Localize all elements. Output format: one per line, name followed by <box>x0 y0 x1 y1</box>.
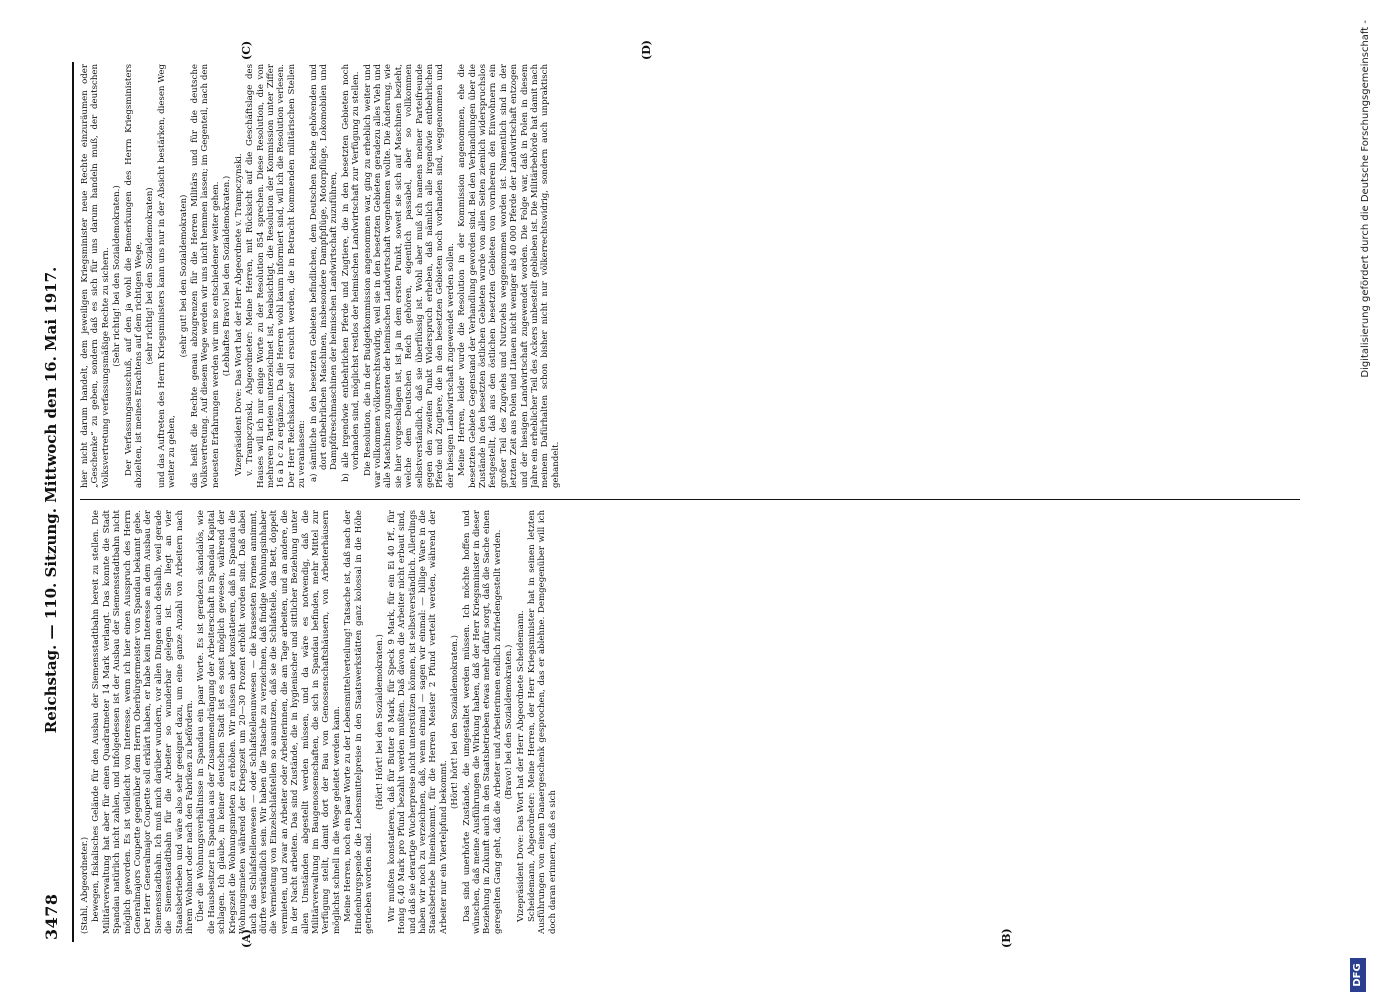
paragraph: Meine Herren, leider wurde die Resolution in der Kommission angenommen, ehe die besetzten Gebiete Gegenstand der Verhandlung geworden sind. Bei den Verhandlungen über die Zustände in den besetzten östlichen Gebieten wurde von allen Seiten ziemlich widerspruchslos festgestellt, daß aus den östlichen besetzten Gebieten von vornherein den Einwohnern ein großer Teil des Zugviehs und Nutzviehs weggenommen worden ist. Namentlich sind in der letzten Zeit aus Polen und Litauen nicht weniger als 40 000 Pferde der Landwirtschaft entzogen und der hiesigen Landwirtschaft zugewendet worden. Die Folge war, daß in Polen in diesem Jahre ein erheblicher Teil des Ackers unbestellt geblieben ist. Die Militärbehörde hat damit nach meinem Dafürhalten schon bisher nicht nur völkerrechtswidrig, sondern auch unpraktisch gehandelt. <box>457 64 561 488</box>
interjection: (Sehr richtig! bei den Sozialdemokraten.) <box>112 185 123 367</box>
page-number: 3478 <box>42 893 61 940</box>
page-header <box>38 0 70 1000</box>
resolution-list <box>309 64 362 488</box>
margin-mark-d: (D) <box>640 40 653 60</box>
paragraph: Vizepräsident Dove: Das Wort hat der Herr Abgeordnete v. Trampczynski. <box>233 153 244 476</box>
margin-mark-a: (A) <box>240 929 253 948</box>
paragraph: Die Resolution, die in der Budgetkommission angenommen war, ging zu erheblich weiter und war vollkommen völkerrechtswidrig, weil sie in den besetzten Gebieten geradezu alles Vieh und alle Maschinen zugunsten der heimischen Landwirtschaft wegnehmen wollte. Die Änderung, wie sie hier vorgeschlagen ist, ist ja in dem ersten Punkt, soweit sie sich auf Maschinen bezieht, welche dem Deutschen Reich gehören, eigentlich passabel, aber so vollkommen selbstverständlich, daß sie überflüssig ist. Wohl aber muß ich namens meiner Parteifreunde gegen den zweiten Punkt Widerspruch erheben, daß nämlich alle irgendwie entbehrlichen Pferde und Zugtiere, die in den besetzten Gebieten noch vorhanden sind, weggenommen und der hiesigen Landwirtschaft zugewendet werden sollen. <box>362 64 456 488</box>
paragraph: Wir mußten konstatieren, daß für Butter 8 Mark, für Speck 9 Mark, für ein Ei 40 Pf., für Honig 6,40 Mark pro Pfund bezahlt werden mußten. Daß davon die Arbeiter nicht erbaut sind, und daß sie derartige Wucherpreise nicht unterstützen können, ist selbstverständlich. Allerdings haben wir noch zu verzeichnen, daß, wenn einmal — sagen wir einmal: — billige Ware in die Staatsbetriebe hineinkommt, für die Herren Meister 2 Pfund verteilt werden, während der Arbeiter nur ein Viertelpfund bekommt. <box>386 510 449 934</box>
left-column <box>80 510 1320 934</box>
list-item: b) alle irgendwie entbehrlichen Pferde und Zugtiere, die in den besetzten Gebieten noch vorhanden sind, möglichst restlos der heimischen Landwirtschaft zur Verfügung zu stellen. <box>340 64 362 482</box>
running-title: Reichstag. — 110. Sitzung. Mittwoch den 16. Mai 1917. <box>42 266 60 734</box>
paragraph: Meine Herren, noch ein paar Worte zu der Lebensmittelverteilung! Tatsache ist, daß nach der Hindenburgspende die Lebensmittelpreise in den Staatswerkstätten ganz kolossal in die Höhe getrieben worden sind. <box>343 510 374 934</box>
paragraph: v. Trampczynski, Abgeordneter: Meine Herren, mit Rücksicht auf die Geschäftslage des Hauses will ich nur einige Worte zu der Resolution 854 sprechen. Diese Resolution, die von mehreren Parteien unterzeichnet ist, beabsichtigt, die Resolution der Kommission unter Ziffer 16 a b c zu ergänzen. Da die Herren wohl kaum informiert sind, will ich die Resolution verlesen. Der Herr Reichskanzler soll ersucht werden, die in Betracht kommenden militärischen Stellen zu veranlassen: <box>245 64 308 488</box>
paragraph: Vizepräsident Dove: Das Wort hat der Herr Abgeordnete Scheidemann. <box>515 610 526 922</box>
right-column <box>80 64 1320 488</box>
interjection: (Hört! Hört! bei den Sozialdemokraten.) <box>375 634 386 810</box>
margin-mark-c: (C) <box>240 40 253 60</box>
column-divider <box>80 499 1300 500</box>
interjection: (Hört! hört! bei den Sozialdemokraten.) <box>450 635 461 809</box>
paragraph: hier nicht darum handelt, dem jeweiligen Kriegsminister neue Rechte einzuräumen oder „Geschenke“ zu geben, sondern daß es sich für uns darum handeln muß, der deutschen Volksvertretung verfassungsmäßige Rechte zu sichern. <box>80 64 111 488</box>
paragraph: und das Auftreten des Herrn Kriegsministers kann uns nur in der Absicht bestärken, diesen Weg weiter zu gehen, <box>156 64 178 488</box>
margin-mark-b: (B) <box>1000 928 1013 948</box>
paragraph: Über die Wohnungsverhältnisse in Spandau ein paar Worte. Es ist geradezu skandalös, wie die Hausbesitzer in Spandau aus der Zusammendrängung der Arbeiterschaft in Spandau Kapital schlagen. Ich glaube, in keiner deutschen Stadt ist es sonst möglich gewesen, während der Kriegszeit die Wohnungsmieten zu erhöhen. Wir müssen aber konstatieren, daß in Spandau die Wohnungsmieten während der Kriegszeit um 20—30 Prozent erhöht worden sind. Daß dabei auch das Schlafstellenwesen — oder Schlafstellenunwesen — die krassesten Formen annimmt, dürfte verständlich sein. Wir haben die Tatsache zu verzeichnen, daß findige Wohnungsinhaber die Vermietung von Einzelschlafstellen so ausnutzen, daß sie die Schlafstelle, das Bett, doppelt vermieten, und zwar an Arbeiter oder Arbeiterinnen, die am Tage arbeiten, und an andere, die in der Nacht arbeiten. Das sind Zustände, die in hygienischer und sittlicher Beziehung unter allen Umständen abgestellt werden müssen, und da wäre es notwendig, daß die Militärverwaltung im Baugenossenschaften, die sich in Spandau befinden, mehr Mittel zur Verfügung stellt, damit dort der Bau von Genossenschaftshäusern, von Arbeiterhäusern möglichst schnell in die Wege geleitet werden kann. <box>196 510 342 934</box>
paragraph: Scheidemann, Abgeordneter: Meine Herren, der Herr Kriegsminister hat in seinen letzten Ausführungen von einem Danaergeschenk gesprochen, das er ablehne. Demgegenüber will ich doch daran erinnern, daß es sich <box>527 510 558 934</box>
interjection: (sehr gut! bei den Sozialdemokraten) <box>178 194 189 358</box>
paragraph: bewegen, fiskalisches Gelände für den Ausbau der Siemensstadtbahn bereit zu stellen. Die Militärverwaltung hat aber für einen Quadratmeter 14 Mark verlangt. Das konnte die Stadt Spandau natürlich nicht zahlen, und infolgedessen ist der Ausbau der Siemensstadtbahn nicht möglich geworden. Es ist vielleicht von Interesse, wenn ich hier einen Ausspruch des Herrn Generalmajors Coupette gegenüber dem Herrn Oberbürgermeister von Spandau bekannt gebe. Der Herr Generalmajor Coupette soll erklärt haben, er habe kein Interesse an dem Ausbau der Siemensstadtbahn. Ich muß mich darüber wundern, vor allen Dingen auch deshalb, weil gerade die Siemensstadtbahn für die Arbeiter so wunderbar gelegen ist. Sie liegt an vier Staatsbetrieben und wäre also sehr geeignet dazu, um eine ganze Anzahl von Arbeitern nach ihrem Wohnort oder nach den Fabriken zu befördern. <box>91 510 196 934</box>
paragraph: Der Verfassungsausschuß, auf den ja wohl die Bemerkungen des Herrn Kriegsministers abzielten, ist meines Erachtens auf dem richtigen Wege, <box>123 64 145 488</box>
paragraph: das heißt die Rechte genau abzugrenzen für die Herren Militärs und für die deutsche Volksvertretung. Auf diesem Wege werden wir uns nicht hemmen lassen; im Gegenteil, nach den neuesten Erfahrungen werden wir um so entschiedener weiter gehen. <box>190 64 221 488</box>
dfg-logo: DFG <box>1350 958 1366 992</box>
interjection: (Bravo! bei den Sozialdemokraten.) <box>504 644 515 800</box>
interjection: (Lebhaftes Bravo! bei den Sozialdemokraten.) <box>222 175 233 377</box>
header-rule <box>72 62 74 942</box>
speaker-note: (Stahl, Abgeordneter.) <box>80 836 90 934</box>
digitization-credit: Digitalisierung gefördert durch die Deutsche Forschungsgemeinschaft - <box>1360 20 1371 378</box>
paragraph: Das sind unerhörte Zustände, die umgestaltet werden müssen. Ich möchte hoffen und wünschen, daß meine Ausführungen die Wirkung haben, daß der Herr Kriegsminister in dieser Beziehung in Zukunft auch in den Staatsbetrieben etwas mehr dafür sorgt, daß die Sache einen geregelten Gang geht, daß die Arbeiter und Arbeiterinnen endlich zufriedengestellt werden. <box>461 510 503 934</box>
interjection: (sehr richtig! bei den Sozialdemokraten) <box>145 187 156 365</box>
list-item: a) sämtliche in den besetzten Gebieten befindlichen, dem Deutschen Reiche gehörenden und dort entbehrlichen Maschinen, insbesondere Dampfpflüge, Motorpflüge, Lokomobilen und Dampfdreschmaschinen der heimischen Landwirtschaft zuzuführen, <box>308 64 340 482</box>
